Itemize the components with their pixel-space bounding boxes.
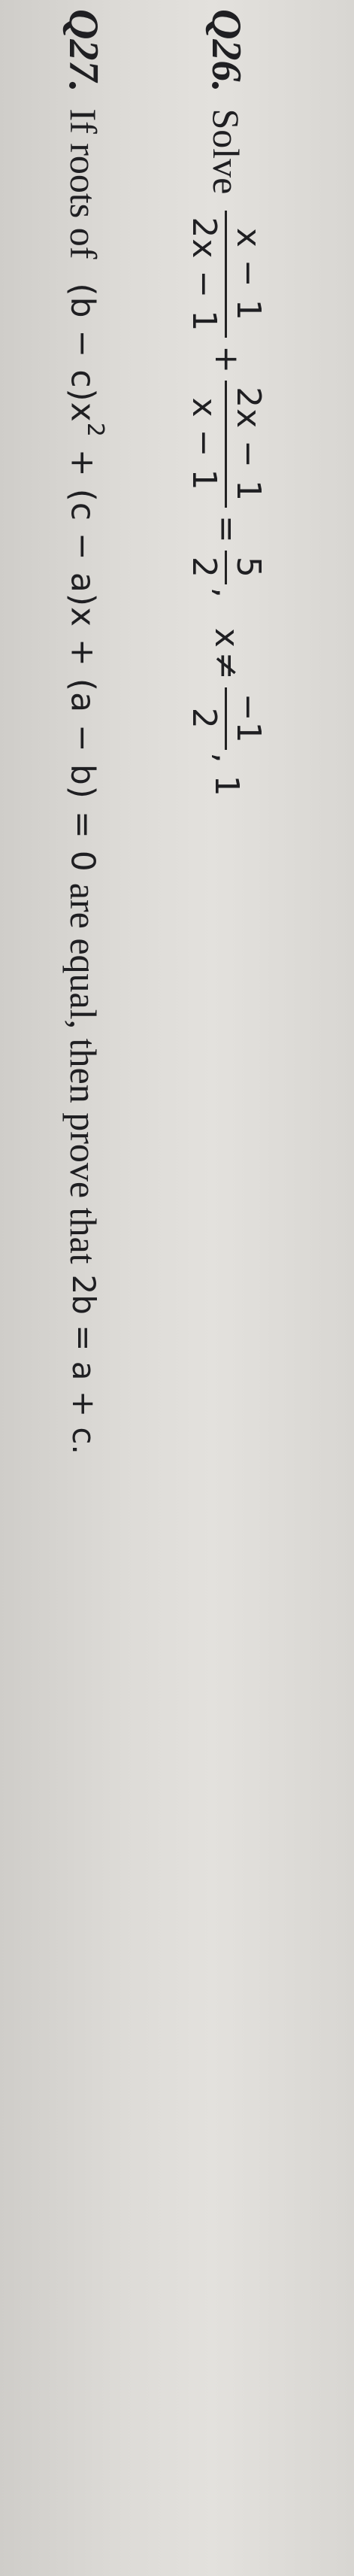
question-27 (50, 0, 117, 1455)
excluded-value-1: 1 (207, 775, 246, 796)
variable-x: x (207, 627, 246, 648)
comma-1: , (207, 587, 246, 598)
expression-remainder: + (c − a)x + (a − b) = 0 (63, 448, 102, 872)
not-equal-sign: ≠ (207, 651, 246, 680)
question-26 (166, 0, 286, 796)
fraction-4 (185, 687, 268, 750)
fraction-1 (185, 211, 268, 338)
fraction-2 (185, 381, 268, 508)
question-27-lead: If roots of (62, 108, 104, 259)
fraction-3-denominator: 2 (185, 556, 224, 578)
fraction-3-bar (225, 551, 228, 584)
fraction-4-numerator: −1 (229, 693, 268, 744)
question-27-tail: are equal, then prove that (62, 882, 104, 1264)
fraction-4-bar (225, 687, 228, 750)
comma-2: , (207, 752, 246, 763)
fraction-2-numerator: 2x − 1 (229, 387, 268, 502)
question-27-result: 2b = a + c. (65, 1274, 102, 1455)
fraction-1-numerator: x − 1 (229, 227, 268, 321)
expression-term-1: (b − c)x (63, 283, 102, 423)
question-26-number: Q26. (203, 9, 250, 93)
expression-exponent: 2 (81, 422, 108, 438)
fraction-3-numerator: 5 (229, 556, 268, 578)
plus-sign: + (207, 345, 246, 374)
fraction-1-denominator: 2x − 1 (185, 217, 224, 332)
fraction-4-denominator: 2 (185, 707, 224, 730)
fraction-1-bar (225, 211, 228, 338)
fraction-2-bar (225, 381, 228, 508)
equals-sign: = (207, 514, 246, 543)
question-27-number: Q27. (60, 9, 107, 93)
fraction-2-denominator: x − 1 (185, 397, 224, 491)
question-26-verb: Solve (205, 108, 247, 195)
fraction-3 (185, 551, 268, 584)
quadratic-expression (63, 283, 108, 872)
